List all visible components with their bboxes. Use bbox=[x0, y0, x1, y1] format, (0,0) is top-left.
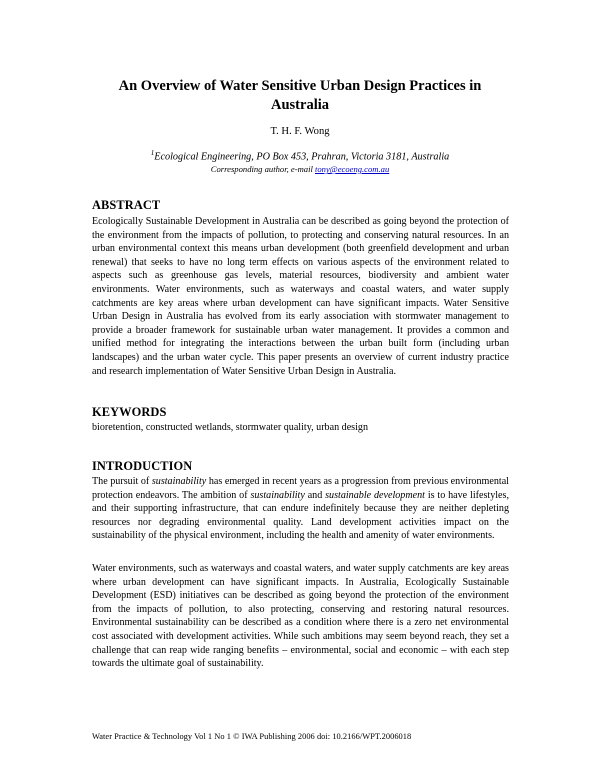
affiliation-text: Ecological Engineering, PO Box 453, Prahran, Victoria 3181, Australia bbox=[154, 151, 450, 163]
affiliation bbox=[0, 149, 600, 162]
introduction-paragraph-1 bbox=[92, 475, 509, 543]
intro-p1-g: is to have lifestyles, and their supporting infrastructure, that can endure indefinitely because they are neither depleting resources nor degrading environmental quality. Land development activities impact on the sustainability of the physical environment, including the health and amenity of water environments. bbox=[92, 489, 509, 542]
paper-title: An Overview of Water Sensitive Urban Design Practices in Australia bbox=[118, 78, 482, 113]
introduction-paragraph-2: Water environments, such as waterways and coastal waters, and water supply catchments are key areas where urban development can have significant impacts. In Australia, Ecologically Sustainable Development (ESD) initiatives can be described as going beyond the protection of the environment from the impacts of pollution, to also protecting, conserving and restoring natural resources. Environmental sustainability can be described as a condition where there is a zero net environmental cost associated with development activities. While such ambitions may seem beyond reach, they set a challenge that can reap wide ranging benefits – environmental, social and economic – with each step towards the ultimate goal of sustainability. bbox=[92, 563, 509, 670]
abstract-text: Ecologically Sustainable Development in Australia can be described as going beyond the protection of the environment from the impacts of pollution, to protecting and conserving natural resources. In an urban environmental context this means urban development (both greenfield development and urban renewal) that seeks to have no long term effects on various aspects of the environment related to aspects such as greenhouse gas levels, material resources, biodiversity and ambient water environments. Water environments, such as waterways and coastal waters, and water supply catchments are key areas where urban development can have significant impacts. Water Sensitive Urban Design in Australia has evolved from its early association with stormwater management to provide a broader framework for sustainable urban water management. It provides a common and unified method for integrating the interactions between the urban built form (including urban landscapes) and the urban water cycle. This paper presents an overview of current industry practice and research implementation of Water Sensitive Urban Design in Australia. bbox=[92, 216, 509, 377]
intro-p1-e: and bbox=[304, 489, 326, 501]
intro-p1-c: has emerged in recent years as a progression from previous environmental protection endeavors. The ambition of bbox=[92, 476, 509, 501]
affiliation-marker: 1 bbox=[150, 149, 155, 157]
introduction-heading: INTRODUCTION bbox=[92, 459, 193, 473]
page-footer: Water Practice & Technology Vol 1 No 1 © IWA Publishing 2006 doi: 10.2166/WPT.2006018 bbox=[92, 732, 412, 741]
email-link[interactable]: tony@ecoeng.com.au bbox=[315, 164, 390, 174]
keywords-text: bioretention, constructed wetlands, stormwater quality, urban design bbox=[92, 422, 369, 433]
intro-p1-d: sustainability bbox=[250, 489, 305, 501]
intro-p1-f: sustainable development bbox=[325, 489, 425, 501]
author-name: T. H. F. Wong bbox=[270, 126, 330, 137]
intro-p1-b: sustainability bbox=[151, 476, 207, 487]
abstract-heading: ABSTRACT bbox=[92, 198, 161, 212]
corresponding-label: Corresponding author, e-mail bbox=[210, 164, 315, 174]
intro-p1-a: The pursuit of bbox=[92, 476, 152, 487]
corresponding-author bbox=[0, 164, 600, 174]
keywords-heading: KEYWORDS bbox=[92, 405, 167, 419]
